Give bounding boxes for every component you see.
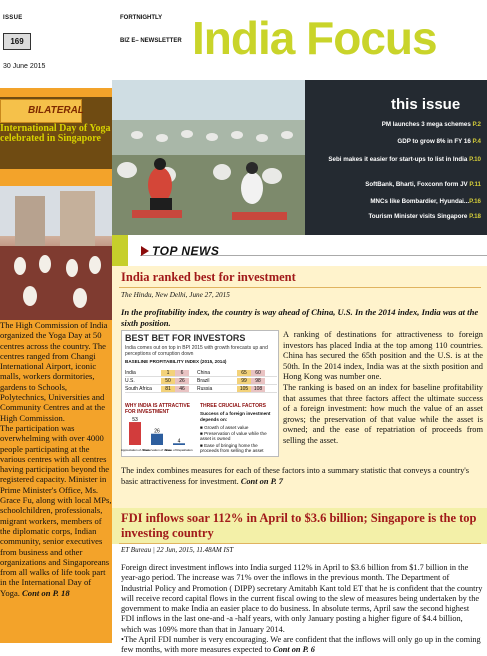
bar	[151, 434, 163, 445]
article1-source: The Hindu, New Delhi, June 27, 2015	[121, 291, 230, 299]
this-issue-item-text: Sebi makes it easier for start-ups to list in India	[328, 156, 470, 163]
figure-table-header: BASELINE PROFITABILITY INDEX (2015, 2014)	[125, 359, 227, 364]
this-issue-item[interactable]	[370, 198, 481, 205]
best-bet-figure	[121, 330, 279, 457]
why-india-bar-chart	[120, 415, 195, 457]
this-issue-item-text: PM launches 3 mega schemes	[381, 121, 473, 128]
table-cell: 46	[175, 386, 189, 392]
bar-value-label: 4	[177, 438, 181, 445]
article1-title[interactable]: India ranked best for investment	[121, 270, 296, 284]
bilateral-continue-link[interactable]: Cont on P. 18	[19, 587, 70, 598]
article1-tail	[121, 466, 483, 487]
this-issue-item-page: P.18	[469, 213, 481, 220]
brand-title: India Focus	[192, 12, 437, 64]
article2-paragraph: Foreign direct investment inflows into India surged 112% in April to $3.6 billion from $1.7 billion in the year-ago period. The increase was 71% over the inflows in the previous month. The Department of Industrial Policy and Promotion ( DIPP) secretary Amitabh Kant told ET that he is confident that the country will receive record capital flows in the current fiscal owing to the slew of measures being undertaken by the government to make India an easier place to do business. In absolute terms, April saw the second highest FDI inflows in the last one-and -a -half years, with only January posting a higher figure of $4.4 billion, which was 109% more than that in January 2014.	[121, 563, 483, 634]
figure-why-heading: WHY INDIA IS ATTRACTIVE FOR INVESTMENT	[125, 403, 190, 415]
table-cell: 1	[161, 370, 175, 376]
article2-source: ET Bureau | 22 Jun, 2015, 11.48AM IST	[121, 546, 234, 554]
bilateral-headline[interactable]: International Day of Yoga celebrated in Singapore	[0, 123, 111, 144]
article1-rule	[119, 287, 481, 288]
this-issue-item-page: P.11	[469, 181, 481, 188]
yoga-singapore-illustration	[0, 186, 112, 321]
this-issue-item-text: GDP to grow 8% in FY 16	[397, 138, 473, 145]
factor-item: ■ Growth of asset value	[200, 425, 249, 430]
article1-tail-text: The index combines measures for each of these factors into a summary statistic that conveys a country's basic attractiveness for investment.	[121, 466, 470, 486]
figure-table	[125, 369, 277, 393]
this-issue-item-page: P.16	[469, 198, 481, 205]
article2-continue-link[interactable]: Cont on P. 6	[271, 645, 315, 655]
bilateral-body	[0, 320, 112, 642]
table-cell: U.S.	[125, 377, 135, 384]
this-issue-item-page: P.2	[472, 121, 481, 128]
table-cell: 99	[237, 378, 251, 384]
yoga-hero-photo	[112, 80, 305, 235]
frequency-label: FORTNIGHTLY	[120, 15, 163, 21]
table-cell: 6	[175, 370, 189, 376]
this-issue-item-text: Tourism Minister visits Singapore	[368, 213, 470, 220]
issue-number: 169	[3, 33, 31, 50]
arrow-right-icon	[141, 246, 149, 256]
article1-paragraph: The ranking is based on an index for baseline profitability that assumes that three factors affect the ultimate success of a foreign investment: how much the value of an asset grows; the preservation of that value while the asset is owned; and the ease of repatriation of proceeds from selling the asset.	[283, 382, 483, 445]
bilateral-paragraph	[0, 423, 112, 598]
this-issue-item[interactable]	[397, 138, 481, 145]
issue-label: ISSUE	[3, 15, 23, 21]
this-issue-item-text: MNCs like Bombardier, Hyundai...	[370, 198, 470, 205]
issue-date: 30 June 2015	[3, 63, 46, 70]
table-row	[125, 369, 277, 377]
table-cell: Brazil	[197, 377, 210, 384]
factor-text: Ease of bringing home the proceeds from selling the asset	[200, 443, 264, 454]
bilateral-paragraph: The High Commission of India organized the Yoga Day at 50 centres across the country. The centres ranged from Changi International Airport, iconic malls, workers dormitories, gardens to Schools, Polytechnics, Universities and Community Centres and at the High Commission.	[0, 320, 108, 423]
this-issue-item[interactable]	[365, 181, 481, 188]
table-cell: India	[125, 369, 136, 376]
bilateral-paragraph-text: The participation was overwhelming with over 4000 people participating at the various centres with all centres having participation beyond the registered capacity. Minister in Prime Minister's Office, Ms. Grace Fu, along with local MPs, schoolchildren, professionals, migrant workers, members of the diplomatic corps, Indian community, senior executives from business and other organizations and Singaporeans from all walks of life took part in the International Day of Yoga.	[0, 422, 112, 598]
table-cell: 98	[251, 378, 265, 384]
top-news-accent	[112, 235, 128, 266]
article1-continue-link[interactable]: Cont on P. 7	[238, 476, 283, 486]
table-cell: 65	[237, 370, 251, 376]
yoga-singapore-photo	[0, 186, 112, 321]
bar-value-label: 53	[132, 417, 138, 424]
article1-body	[283, 330, 483, 447]
factor-text: Preservation of value while the asset is owned	[200, 431, 267, 442]
figure-subtitle: India comes out on top in BPI 2015 with growth forecasts up and perceptions of corruption down	[125, 345, 268, 357]
this-issue-item-page: P.10	[469, 156, 481, 163]
factors-heading: THREE CRUCIAL FACTORS	[200, 403, 266, 409]
article2-rule	[119, 543, 481, 544]
top-news-label: TOP NEWS	[152, 244, 220, 258]
table-row	[125, 377, 277, 385]
table-row	[125, 385, 277, 393]
article2-paragraph-text: •The April FDI number is very encouraging. We are confident that the inflows will only go up in the coming few months, with more measures expected to	[121, 635, 481, 655]
table-cell: 108	[251, 386, 265, 392]
factor-item: ■ Ease of bringing home the proceeds from selling the asset	[200, 443, 264, 454]
table-cell: China	[197, 369, 211, 376]
bar	[129, 422, 141, 445]
figure-title: BEST BET FOR INVESTORS	[125, 333, 246, 343]
article1-paragraph: A ranking of destinations for attractiveness to foreign investors has placed India at the top among 110 countries. China has secured the 65th position and the U.S. is at the 50th. In the 2014 index, India was at the sixth position and Hong Kong was number one.	[283, 330, 483, 382]
table-cell: 50	[161, 378, 175, 384]
bar-category-label: Appreciation of Asset	[120, 448, 150, 452]
table-cell: 81	[161, 386, 175, 392]
article2-title[interactable]: FDI inflows soar 112% in April to $3.6 billion; Singapore is the top investing country	[121, 511, 477, 540]
bar-category-label: Preservation of Value	[142, 448, 172, 452]
factor-item: ■ Preservation of value while the asset is owned	[200, 431, 267, 442]
article1-lede: In the profitability index, the country is way ahead of China, U.S. In the 2014 index, India was at the sixth position.	[121, 307, 479, 328]
this-issue-item[interactable]	[368, 213, 481, 220]
factors-subheading: Success of a foreign investment depends on:	[200, 411, 271, 422]
this-issue-item[interactable]	[307, 156, 481, 164]
bilateral-label: BILATERAL	[28, 105, 84, 116]
factor-text: Growth of asset value	[204, 425, 249, 430]
table-cell: 60	[251, 370, 265, 376]
this-issue-item-text: SoftBank, Bharti, Foxconn form JV	[365, 181, 470, 188]
bar-category-label: Ease of Repatriation	[165, 448, 193, 452]
bar-value-label: 26	[154, 428, 160, 435]
yoga-hero-illustration	[112, 80, 305, 235]
newsletter-label: BIZ E– NEWSLETTER	[120, 38, 182, 44]
this-issue-heading: this issue	[391, 96, 461, 113]
table-cell: 26	[175, 378, 189, 384]
article2-body	[121, 563, 483, 656]
table-cell: South Africa	[125, 385, 152, 392]
article2-paragraph	[121, 635, 483, 656]
this-issue-item[interactable]	[382, 121, 481, 128]
this-issue-item-page: P.4	[472, 138, 481, 145]
table-cell: Russia	[197, 385, 213, 392]
table-cell: 105	[237, 386, 251, 392]
